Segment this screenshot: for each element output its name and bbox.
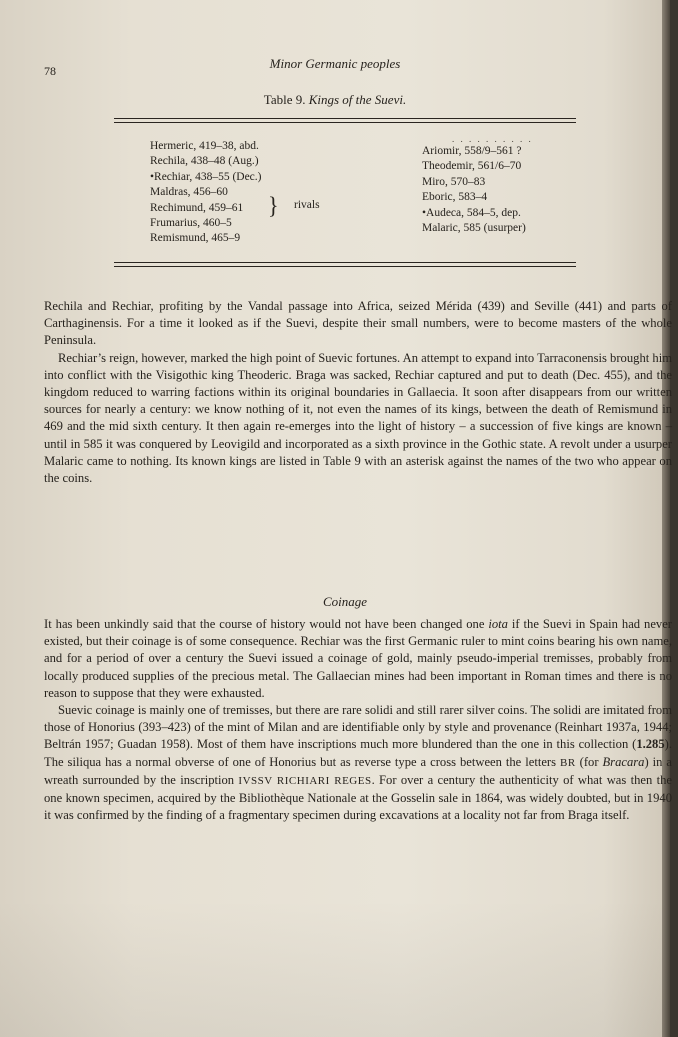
table-dotted-leader: . . . . . . . . . . [452, 134, 533, 144]
king-entry: •Audeca, 584–5, dep. [422, 206, 521, 219]
rivals-label: rivals [294, 199, 320, 211]
king-entry: Maldras, 456–60 [150, 186, 228, 199]
paragraph-1: Rechila and Rechiar, profiting by the Vandal passage into Africa, seized Mérida (439) and Seville (441) and parts of Carthaginensis. For a time it looked as if the Suevi, despite their small numbers, were to become masters of the whole Peninsula. [44, 299, 672, 348]
king-entry: Rechimund, 459–61 [150, 201, 244, 214]
table-rule-top-1 [114, 118, 576, 119]
body-text-lower [44, 616, 672, 824]
text-run: if the Suevi in Spain had never existed, but their coinage is of some consequence. Rechiar was the first Germanic ruler to mint coins bearing his own name, and for a period of over a century the Suevi issued a coinage of gold, mainly pseudo-imperial tremisses, probably from locally produced supplies of the precious metal. The Gallaecian mines had been important in Roman times and there is no reason to suppose that they were exhausted. [44, 617, 673, 700]
iota-word: iota [488, 617, 508, 631]
table-rule-bottom-1 [114, 262, 576, 263]
table-label: Table 9. [263, 92, 309, 107]
table-rule-top-2 [114, 122, 576, 123]
text-run: Suevic coinage is mainly one of tremisses, but there are rare solidi and still rarer silver coins. The solidi are imitated from those of Honorius (393–423) of the mint of Milan and are identifiable only by style and provenance (Reinhart 1937a, 1944; Beltrán 1957; Guadan 1958). Most of them have inscriptions much more blundered than the one in this collection ( [44, 703, 672, 752]
section-heading-coinage: Coinage [322, 594, 368, 609]
table-caption [0, 92, 670, 108]
running-head: Minor Germanic peoples [269, 56, 401, 71]
king-entry: Remismund, 465–9 [150, 232, 241, 245]
catalogue-reference: 1.285 [636, 737, 665, 752]
kings-left-column [150, 139, 262, 247]
text-run: (for [575, 754, 603, 769]
king-entry: Theodemir, 561/6–70 [422, 160, 522, 173]
king-entry: Rechila, 438–48 (Aug.) [150, 155, 259, 168]
paragraph-4 [44, 702, 672, 824]
text-run: . For over a century the authenticity of what was then the one known specimen, acquired by the Bibliothèque Nationale at the Gosselin sale in 1864, was widely doubted, but in 1940 it was confirmed by the finding of a fragmentary specimen during excavations at a locality not far from Braga itself. [44, 772, 673, 823]
king-entry: •Rechiar, 438–55 (Dec.) [150, 170, 262, 183]
text-run: It has been unkindly said that the course of history would not have been changed one [44, 617, 489, 631]
king-entry: Ariomir, 558/9–561 ? [422, 145, 522, 157]
rivals-brace: } [268, 191, 279, 220]
text-run: ) in a wreath surrounded by the inscription [44, 754, 672, 787]
king-entry: Eboric, 583–4 [422, 191, 488, 204]
coin-inscription: IVSSV RICHIARI REGES [238, 774, 372, 787]
king-entry: Frumarius, 460–5 [150, 217, 232, 230]
paragraph-3 [44, 616, 672, 702]
table-title: Kings of the Suevi. [308, 92, 407, 107]
kings-right-column [422, 134, 533, 236]
letters-br: BR [559, 756, 576, 769]
king-entry: Malaric, 585 (usurper) [422, 222, 526, 235]
page-number: 78 [44, 64, 56, 78]
text-run: ). The siliqua has a normal obverse of one of Honorius but as reverse type a cross between the letters [44, 737, 672, 769]
king-entry: Miro, 570–83 [422, 175, 486, 188]
king-entry: Hermeric, 419–38, abd. [150, 140, 259, 152]
table-rule-bottom-2 [114, 266, 576, 267]
page-edge [662, 0, 670, 1037]
paragraph-2: Rechiar’s reign, however, marked the high point of Suevic fortunes. An attempt to expand into Tarraconensis brought him into conflict with the Visigothic king Theoderic. Braga was sacked, Rechiar captured and put to death (Dec. 455), and the kingdom reduced to warring factions within its original boundaries in Gallaecia. It soon after disappears from our written sources for nearly a century: we know nothing of it, not even the names of its kings, between the death of Remismund in 469 and the mid sixth century. It then again re-emerges into the light of history – a succession of five kings are known – until in 585 it was conquered by Leovigild and incorporated as a sixth province in the Gothic state. A revolt under a usurper Malaric came to nothing. Its known kings are listed in Table 9 with an asterisk against the names of the two who appear on the coins. [44, 350, 672, 486]
body-text-upper [44, 298, 672, 487]
page-shadow [0, 900, 670, 1037]
bracara-word: Bracara [602, 754, 645, 769]
